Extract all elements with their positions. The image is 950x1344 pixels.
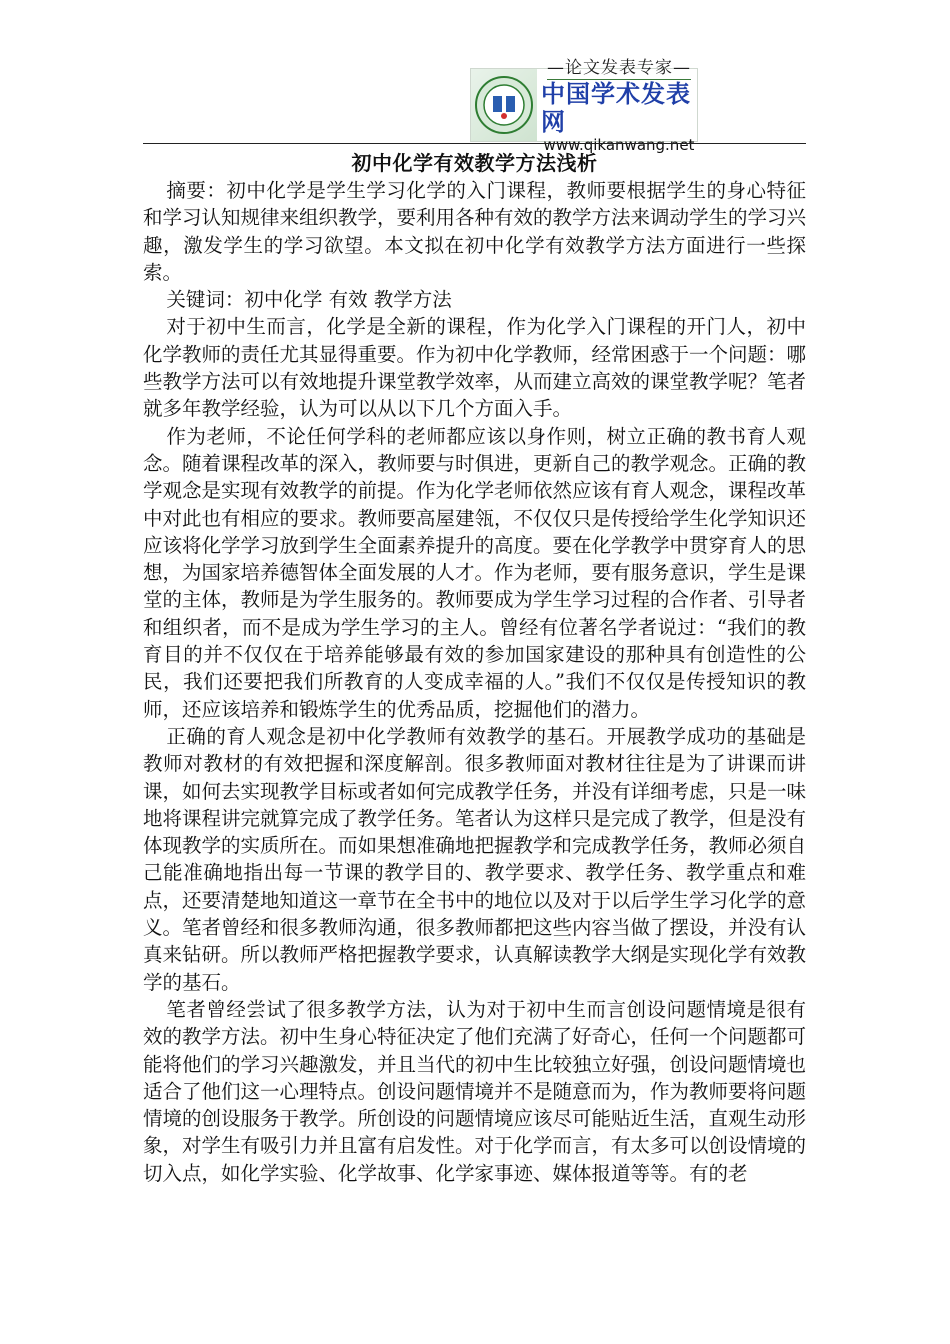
abstract-paragraph: 摘要：初中化学是学生学习化学的入门课程，教师要根据学生的身心特征和学习认知规律来组织教学，要利用各种有效的教学方法来调动学生的学习兴趣，激发学生的学习欲望。本文拟在初中化学有效教学方法方面进行一些探索。 [143, 179, 807, 284]
logo-text [537, 57, 697, 154]
logo-url: www.qikanwang.net [543, 135, 695, 154]
body-paragraph: 对于初中生而言，化学是全新的课程，作为化学入门课程的开门人，初中化学教师的责任尤其显得重要。作为初中化学教师，经常困惑于一个问题：哪些教学方法可以有效地提升课堂教学效率，从而建立高效的课堂教学呢？笔者就多年教学经验，认为可以从以下几个方面入手。 [143, 315, 807, 421]
body-paragraph: 正确的育人观念是初中化学教师有效教学的基石。开展教学成功的基础是教师对教材的有效把握和深度解剖。很多教师面对教材往往是为了讲课而讲课，如何去实现教学目标或者如何完成教学任务，并没有详细考虑，只是一味地将课程讲完就算完成了教学任务。笔者认为这样只是完成了教学，但是没有体现教学的实质所在。而如果想准确地把握教学和完成教学任务，教师必须自己能准确地指出每一节课的教学目的、教学要求、教学任务、教学重点和难点，还要清楚地知道这一章节在全书中的地位以及对于以后学生学习化学的意义。笔者曾经和很多教师沟通，很多教师都把这些内容当做了摆设，并没有认真来钻研。所以教师严格把握教学要求，认真解读教学大纲是实现化学有效教学的基石。 [143, 724, 807, 994]
article-body [143, 177, 806, 1187]
logo-brand: 中国学术发表网 [541, 79, 691, 136]
header-divider [143, 143, 806, 144]
site-logo [470, 57, 698, 154]
article-title: 初中化学有效教学方法浅析 [351, 151, 598, 175]
logo-tagline: —论文发表专家— [547, 57, 691, 78]
keywords-paragraph: 关键词：初中化学 有效 教学方法 [166, 288, 452, 312]
body-paragraph: 作为老师，不论任何学科的老师都应该以身作则，树立正确的教书育人观念。随着课程改革的深入，教师要与时俱进，更新自己的教学观念。正确的教学观念是实现有效教学的前提。作为化学老师依然应该有育人观念，课程改革中对此也有相应的要求。教师要高屋建瓴，不仅仅只是传授给学生化学知识还应该将化学学习放到学生全面素养提升的高度。要在化学教学中贯穿育人的思想，为国家培养德智体全面发展的人才。作为老师，要有服务意识，学生是课堂的主体，教师是为学生服务的。教师要成为学生学习过程的合作者、引导者和组织者，而不是成为学生学习的主人。曾经有位著名学者说过：“我们的教育目的并不仅仅在于培养能够最有效的参加国家建设的那种具有创造性的公民，我们还要把我们所教育的人变成幸福的人。”我们不仅仅是传授知识的教师，还应该培养和锻炼学生的优秀品质，挖掘他们的潜力。 [143, 424, 807, 721]
logo-emblem-icon [471, 69, 537, 141]
body-paragraph: 笔者曾经尝试了很多教学方法，认为对于初中生而言创设问题情境是很有效的教学方法。初中生身心特征决定了他们充满了好奇心，任何一个问题都可能将他们的学习兴趣激发，并且当代的初中生比较独立好强，创设问题情境也适合了他们这一心理特点。创设问题情境并不是随意而为，作为教师要将问题情境的创设服务于教学。所创设的问题情境应该尽可能贴近生活，直观生动形象，对学生有吸引力并且富有启发性。对于化学而言，有太多可以创设情境的切入点，如化学实验、化学故事、化学家事迹、媒体报道等等。有的老 [143, 997, 807, 1185]
